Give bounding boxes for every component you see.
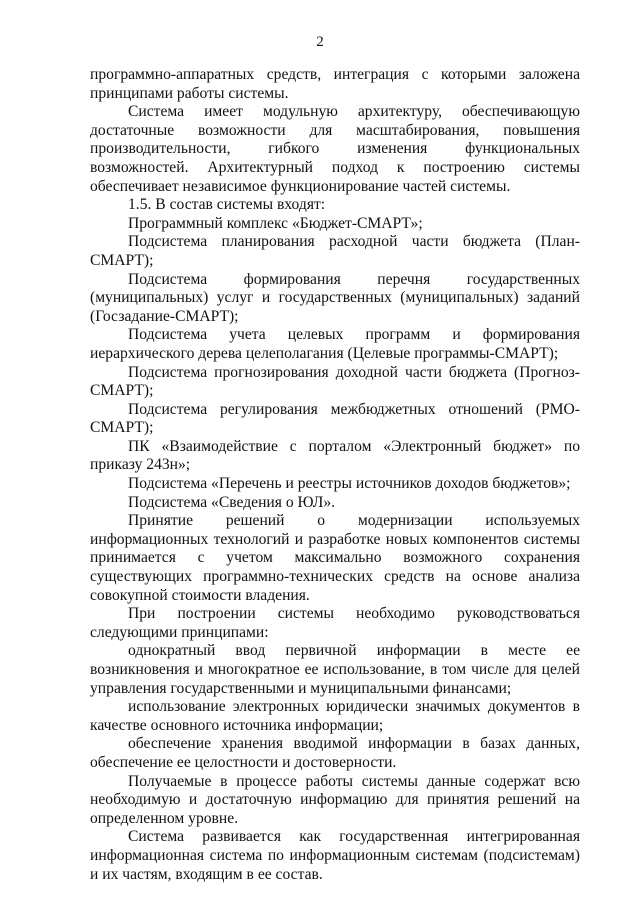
paragraph-principles-intro: При построении системы необходимо руководствоваться следующими принципами: <box>90 605 580 641</box>
body-text <box>90 66 580 884</box>
paragraph-2: Система имеет модульную архитектуру, обеспечивающую достаточные возможности для масштабирования, повышения производительности, гибкого изменения функциональных возможностей. Архитектурный подход к построению системы обеспечивает независимое функционирование частей системы. <box>90 103 580 195</box>
paragraph-1: программно-аппаратных средств, интеграция с которыми заложена принципами работы системы. <box>90 66 580 102</box>
list-item-plan-smart: Подсистема планирования расходной части бюджета (План-СМАРТ); <box>90 233 580 269</box>
list-item-prognoz-smart: Подсистема прогнозирования доходной части бюджета (Прогноз-СМАРТ); <box>90 363 580 400</box>
list-item-goszadanie-smart: Подсистема формирования перечня государственных (муниципальных) услуг и государственных (муниципальных) заданий (Госзадание-СМАРТ); <box>90 270 580 325</box>
list-item-revenue-sources: Подсистема «Перечень и реестры источников доходов бюджетов»; <box>128 475 571 493</box>
principle-electronic-documents: использование электронных юридически значимых документов в качестве основного источника информации; <box>90 698 580 734</box>
list-item-budget-smart: Программный комплекс «Бюджет-СМАРТ»; <box>128 214 423 232</box>
page-number: 2 <box>316 34 324 50</box>
list-item-rmo-smart: Подсистема регулирования межбюджетных отношений (РМО-СМАРТ); <box>90 400 580 437</box>
paragraph-modernization: Принятие решений о модернизации используемых информационных технологий и разработке новых компонентов системы принимается с учетом максимально возможного сохранения существующих программно-технических средств на основе анализа совокупной стоимости владения. <box>90 512 580 604</box>
section-heading-1-5: 1.5. В состав системы входят: <box>128 196 326 214</box>
paragraph-system-development: Система развивается как государственная интегрированная информационная система по информационным системам (подсистемам) и их частям, входящим в ее состав. <box>90 828 580 883</box>
list-item-legal-entities: Подсистема «Сведения о ЮЛ». <box>128 493 336 511</box>
list-item-electronic-budget: ПК «Взаимодействие с порталом «Электронный бюджет» по приказу 243н»; <box>90 437 580 474</box>
list-item-target-programs-smart: Подсистема учета целевых программ и формирования иерархического дерева целеполагания (Целевые программы-СМАРТ); <box>90 326 580 362</box>
principle-single-input: однократный ввод первичной информации в месте ее возникновения и многократное ее использование, в том числе для целей управления государственными и муниципальными финансами; <box>90 642 580 697</box>
principle-data-storage: обеспечение хранения вводимой информации в базах данных, обеспечение ее целостности и достоверности. <box>90 735 580 771</box>
paragraph-system-data: Получаемые в процессе работы системы данные содержат всю необходимую и достаточную информацию для принятия решений на определенном уровне. <box>90 772 580 827</box>
